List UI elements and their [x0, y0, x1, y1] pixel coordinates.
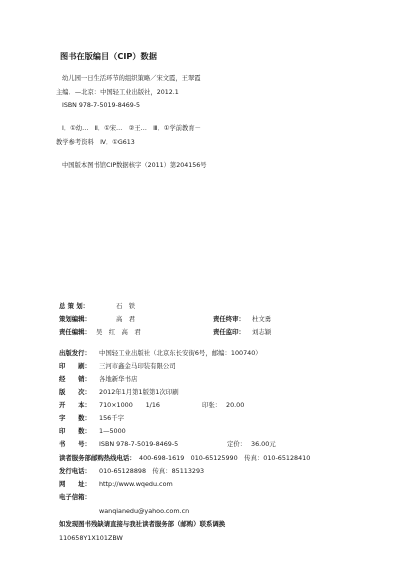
print-count-label: 印 数：	[59, 427, 91, 435]
final-review-value: 杜文勇	[252, 315, 272, 323]
replacement-notice: 如发现图书残缺请直接与我社读者服务部（邮购）联系调换	[59, 520, 226, 528]
final-review-label: 责任终审：	[213, 315, 245, 323]
responsible-editor-value: 吴 红 高 君	[96, 328, 141, 336]
print-count-value: 1—5000	[99, 427, 126, 435]
website-label: 网 址：	[59, 480, 91, 488]
supervision-label: 责任监印：	[213, 328, 245, 336]
planning-editor-label: 策划编辑：	[59, 315, 91, 323]
cip-line-classification-cont: 教学参考资料 Ⅳ．①G613	[56, 139, 135, 146]
chief-planner-label: 总 策 划：	[59, 302, 90, 310]
chief-planner-value: 石 铁	[116, 302, 136, 310]
words-value: 156千字	[99, 414, 124, 422]
cip-line-isbn: ISBN 978-7-5019-8469-5	[62, 102, 141, 109]
responsible-editor-label: 责任编辑：	[59, 328, 91, 336]
isbn-value: ISBN 978-7-5019-8469-5	[99, 440, 179, 448]
format-label: 开 本：	[59, 401, 91, 409]
planning-editor-value: 高 君	[116, 315, 136, 323]
price-value: 36.00元	[251, 440, 276, 448]
email-label: 电子信箱：	[59, 493, 91, 501]
price-label: 定价：	[227, 440, 247, 448]
distributor-value: 各地新华书店	[99, 375, 138, 383]
sheets-label: 印张：	[202, 401, 222, 409]
publisher-value: 中国轻工业出版社（北京东长安街6号，邮编：100740）	[99, 349, 262, 357]
supervision-value: 刘志颖	[252, 328, 272, 336]
sheets-value: 20.00	[226, 401, 245, 409]
words-label: 字 数：	[59, 414, 91, 422]
edition-value: 2012年1月第1版第1次印刷	[99, 388, 179, 396]
print-code: 110658Y1X101ZBW	[59, 534, 123, 542]
sales-phone-value: 010-65128898 传真：85113293	[99, 467, 205, 475]
printer-label: 印 刷：	[59, 362, 91, 370]
email-value: wanqianedu@yahoo.com.cn	[99, 507, 190, 515]
publisher-label: 出版发行：	[59, 349, 91, 357]
isbn-label: 书 号：	[59, 440, 91, 448]
format-value: 710×1000 1/16	[99, 401, 160, 409]
distributor-label: 经 销：	[59, 375, 91, 383]
mail-order-value: 400-698-1619 010-65125990 传真：010-65128410	[139, 454, 311, 462]
mail-order-label: 读者服务部邮购热线电话：	[59, 454, 136, 462]
cip-line-data-number: 中国版本图书馆CIP数据核字（2011）第204156号	[62, 162, 207, 169]
website-link: http://www.wqedu.com	[99, 480, 173, 488]
cip-heading: 图书在版编目（CIP）数据	[60, 51, 157, 61]
cip-line-title: 幼儿园一日生活环节的组织策略／宋文霞，王翠霞	[62, 75, 201, 82]
edition-label: 版 次：	[59, 388, 91, 396]
sales-phone-label: 发行电话：	[59, 467, 91, 475]
printer-value: 三河市鑫金马印装有限公司	[99, 362, 176, 370]
cip-line-editor: 主编．—北京：中国轻工业出版社，2012.1	[56, 89, 179, 96]
cip-line-classification: Ⅰ．①幼… Ⅱ．①宋… ②王… Ⅲ．①学前教育－	[62, 125, 201, 132]
